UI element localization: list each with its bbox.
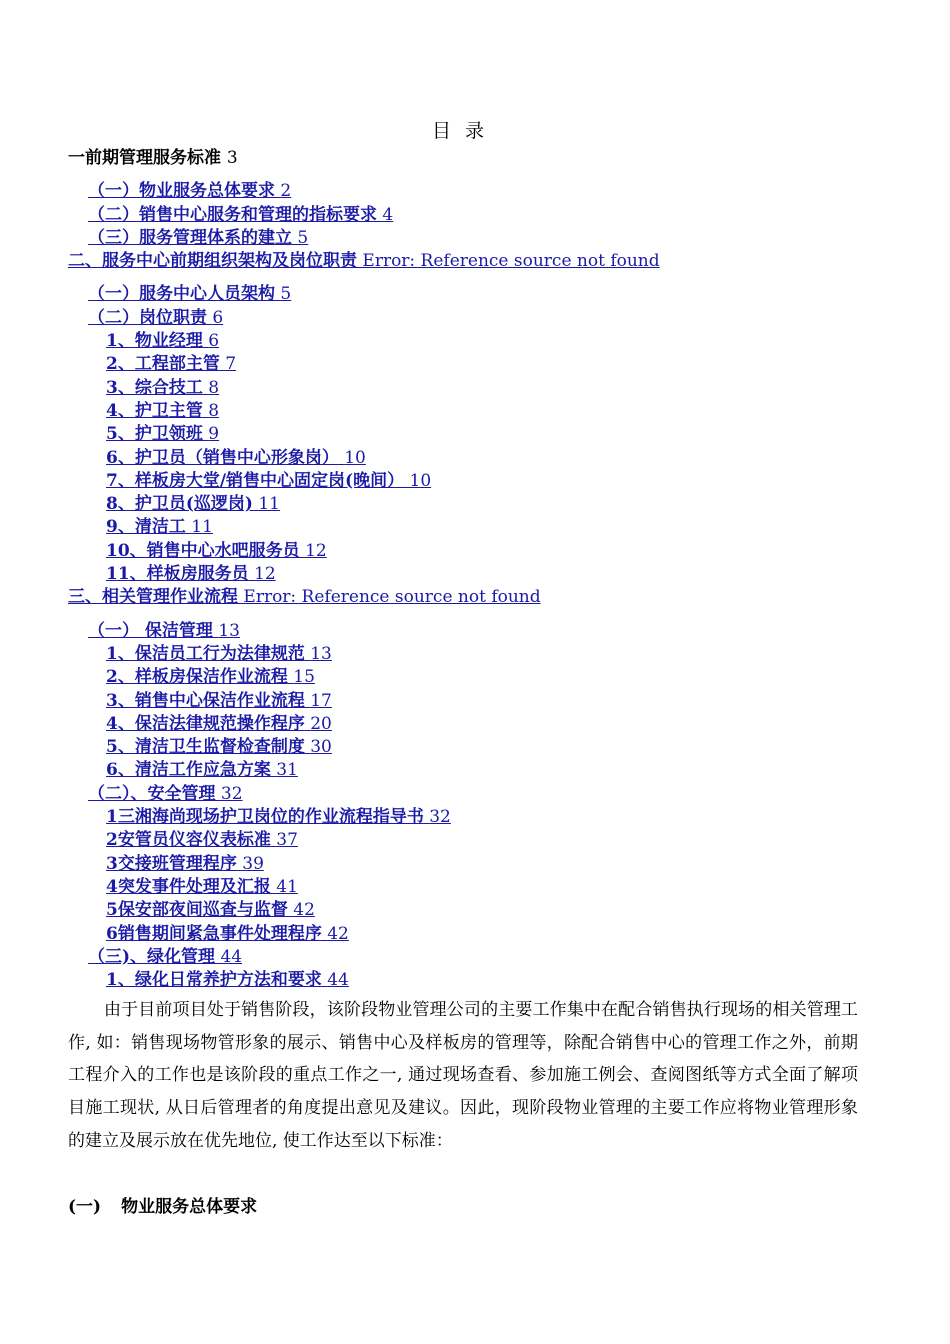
toc-entry-link[interactable] — [106, 354, 236, 374]
toc-entry-text: （一）物业服务总体要求 — [88, 181, 275, 202]
toc-entry-link[interactable] — [106, 900, 315, 920]
toc-entry-text: 1、绿化日常养护方法和要求 — [106, 970, 322, 991]
toc-entry-text: （二）岗位职责 — [88, 307, 207, 328]
toc-entry[interactable] — [68, 666, 928, 689]
toc-entry-page: 32 — [220, 783, 243, 804]
toc-entry[interactable] — [68, 353, 928, 376]
toc-entry-page: 44 — [327, 970, 349, 991]
toc-entry-page: 20 — [310, 713, 332, 734]
toc-entry[interactable] — [68, 829, 928, 852]
toc-entry-text: （二）、安全管理 — [88, 783, 216, 804]
toc-entry-page: 10 — [409, 470, 432, 491]
toc-entry-link[interactable] — [88, 228, 308, 248]
toc-entry[interactable] — [68, 377, 928, 400]
toc-entry-link[interactable] — [106, 494, 280, 514]
toc-entry-text: 6、清洁工作应急方案 — [106, 760, 271, 781]
toc-entry[interactable] — [68, 643, 928, 666]
toc-title: 目录 — [431, 120, 498, 142]
toc-entry-page: 42 — [327, 923, 349, 944]
toc-entry-text: 3、综合技工 — [106, 377, 203, 398]
toc-entry — [68, 147, 928, 170]
toc-entry[interactable] — [68, 806, 928, 829]
toc-entry-text: 11、样板房服务员 — [106, 564, 249, 585]
toc-entry-link[interactable] — [106, 830, 298, 850]
toc-entry-link[interactable] — [106, 448, 366, 468]
toc-entry[interactable] — [68, 470, 928, 493]
toc-entry-link[interactable] — [106, 517, 213, 537]
toc-entry[interactable] — [68, 876, 928, 899]
toc-entry-text: 4突发事件处理及汇报 — [106, 876, 271, 897]
toc-entry-text: 2、样板房保洁作业流程 — [106, 667, 288, 688]
toc-entry-page: 8 — [208, 377, 220, 398]
toc-entry-page: 41 — [276, 876, 298, 897]
toc-entry-text: （三）服务管理体系的建立 — [88, 227, 292, 248]
toc-entry[interactable] — [68, 493, 928, 516]
toc-entry-link[interactable] — [106, 644, 332, 664]
toc-entry[interactable] — [68, 400, 928, 423]
toc-entry-link[interactable] — [88, 621, 240, 641]
toc-entry-link[interactable] — [106, 401, 219, 421]
toc-entry-page: 31 — [276, 760, 298, 781]
toc-entry[interactable] — [68, 283, 928, 306]
toc-entry-link[interactable] — [88, 284, 291, 304]
toc-entry-text: 5、清洁卫生监督检查制度 — [106, 737, 305, 758]
toc-entry-link[interactable] — [106, 691, 332, 711]
toc-entry[interactable] — [68, 447, 928, 470]
toc-entry-page: 15 — [293, 667, 315, 688]
toc-entry-text: 6销售期间紧急事件处理程序 — [106, 923, 322, 944]
toc-entry[interactable] — [68, 946, 928, 969]
toc-entry-text: 8、护卫员(巡逻岗) — [106, 494, 253, 515]
toc-entry-link[interactable] — [106, 667, 315, 687]
toc-entry-page: 8 — [208, 400, 220, 421]
toc-entry-text: 6、护卫员（销售中心形象岗） — [106, 447, 339, 468]
toc-entry-page: 2 — [280, 181, 292, 202]
toc-entry-link[interactable] — [106, 924, 349, 944]
toc-entry-text: 9、清洁工 — [106, 517, 186, 538]
toc-entry-text: 10、销售中心水吧服务员 — [106, 540, 300, 561]
toc-entry-link[interactable] — [106, 331, 219, 351]
toc-entry-text: 4、护卫主管 — [106, 400, 203, 421]
toc-entry-link[interactable] — [68, 587, 541, 607]
toc-entry-link[interactable] — [106, 541, 327, 561]
toc-entry-page: Error: Reference source not found — [362, 251, 660, 272]
toc-entry-link[interactable] — [106, 737, 332, 757]
toc-entry-link[interactable] — [88, 947, 242, 967]
toc-entry-page: 9 — [208, 424, 220, 445]
toc-entry-link[interactable] — [106, 378, 219, 398]
toc-entry-page: 39 — [242, 853, 264, 874]
toc-entry-page: 13 — [218, 620, 240, 641]
toc-entry-page: 7 — [225, 354, 237, 375]
toc-entry-link[interactable] — [106, 714, 332, 734]
toc-entry-page: 12 — [254, 564, 276, 585]
toc-entry-text: （一）服务中心人员架构 — [88, 284, 275, 305]
toc-entry-page: 3 — [226, 148, 238, 168]
toc-entry-text: （一） 保洁管理 — [88, 620, 213, 641]
toc-entry-link[interactable] — [88, 784, 243, 804]
toc-entry[interactable] — [68, 783, 928, 806]
toc-entry-text: 5保安部夜间巡查与监督 — [106, 900, 288, 921]
toc-entry[interactable] — [68, 586, 928, 609]
toc-entry[interactable] — [68, 204, 928, 227]
toc-entry-page: 32 — [429, 807, 451, 828]
toc-entry[interactable] — [68, 969, 928, 992]
toc-entry[interactable] — [68, 690, 928, 713]
toc-entry-text: 2安管员仪容仪表标准 — [106, 830, 271, 851]
toc-entry-page: 10 — [344, 447, 366, 468]
toc-entry[interactable] — [68, 307, 928, 330]
toc-entry-link[interactable] — [88, 205, 393, 225]
table-of-contents — [68, 147, 928, 992]
toc-entry-text: 3交接班管理程序 — [106, 853, 237, 874]
toc-entry[interactable] — [68, 899, 928, 922]
toc-entry-text: 5、护卫领班 — [106, 424, 203, 445]
toc-entry-text: 3、销售中心保洁作业流程 — [106, 690, 305, 711]
toc-entry[interactable] — [68, 540, 928, 563]
toc-entry-page: 11 — [258, 494, 280, 515]
toc-entry-page: 11 — [191, 517, 213, 538]
toc-entry[interactable] — [68, 923, 928, 946]
toc-entry-link[interactable] — [88, 181, 291, 201]
toc-entry-link[interactable] — [68, 251, 660, 271]
toc-entry-text: 一前期管理服务标准 — [68, 148, 221, 168]
toc-entry-text: 1、物业经理 — [106, 331, 203, 352]
toc-entry-text: 1、保洁员工行为法律规范 — [106, 643, 305, 664]
toc-entry-text: 三、相关管理作业流程 — [68, 587, 238, 608]
toc-entry-link[interactable] — [106, 877, 298, 897]
section-heading-label: (一) — [68, 1197, 102, 1217]
toc-entry-text: 1三湘海尚现场护卫岗位的作业流程指导书 — [106, 807, 424, 828]
toc-entry[interactable] — [68, 736, 928, 759]
toc-entry-page: 12 — [305, 540, 327, 561]
toc-entry-page: Error: Reference source not found — [243, 587, 541, 608]
toc-entry-text: 4、保洁法律规范操作程序 — [106, 713, 305, 734]
toc-entry[interactable] — [68, 516, 928, 539]
toc-entry-link[interactable] — [106, 854, 264, 874]
toc-entry-text: 7、样板房大堂/销售中心固定岗(晚间） — [106, 470, 405, 491]
intro-paragraph: 由于目前项目处于销售阶段，该阶段物业管理公司的主要工作集中在配合销售执行现场的相关管理工作, 如：销售现场物管形象的展示、销售中心及样板房的管理等，除配合销售中心的管理工作之外，前期工程介入的工作也是该阶段的重点工作之一, 通过现场查看、参加施工例会、查阅图纸等方式全面了解项目施工现状, 从日后管理者的角度提出意见及建议。因此，现阶段物业管理的主要工作应将物业管理形象的建立及展示放在优先地位, 使工作达至以下标准： — [68, 1000, 858, 1151]
toc-entry-page: 4 — [382, 204, 394, 225]
toc-entry[interactable] — [68, 423, 928, 446]
toc-entry-page: 44 — [220, 946, 243, 967]
toc-entry-link[interactable] — [106, 807, 451, 827]
toc-entry[interactable] — [68, 563, 928, 586]
toc-entry[interactable] — [68, 180, 928, 203]
toc-entry[interactable] — [68, 713, 928, 736]
toc-entry-text: （三)、绿化管理 — [88, 946, 216, 967]
toc-entry-page: 17 — [310, 690, 332, 711]
toc-entry[interactable] — [68, 620, 928, 643]
toc-entry-link[interactable] — [106, 471, 431, 491]
toc-entry-text: 二、服务中心前期组织架构及岗位职责 — [68, 251, 357, 272]
toc-entry-page: 5 — [280, 284, 292, 305]
toc-entry-link[interactable] — [106, 424, 219, 444]
section-heading — [68, 1192, 257, 1217]
toc-entry[interactable] — [68, 330, 928, 353]
toc-entry-heading — [68, 148, 238, 168]
toc-entry-page: 6 — [212, 307, 224, 328]
toc-entry-link[interactable] — [106, 760, 298, 780]
toc-entry[interactable] — [68, 759, 928, 782]
toc-entry[interactable] — [68, 250, 928, 273]
toc-entry[interactable] — [68, 227, 928, 250]
toc-entry-page: 37 — [276, 830, 298, 851]
toc-entry-link[interactable] — [106, 564, 276, 584]
toc-entry-page: 6 — [208, 331, 220, 352]
toc-entry[interactable] — [68, 853, 928, 876]
toc-entry-link[interactable] — [106, 970, 349, 990]
toc-entry-page: 42 — [293, 900, 315, 921]
section-heading-title: 物业服务总体要求 — [121, 1197, 258, 1217]
toc-entry-page: 30 — [310, 737, 332, 758]
toc-entry-page: 5 — [297, 227, 309, 248]
toc-entry-link[interactable] — [88, 308, 223, 328]
toc-entry-page: 13 — [310, 643, 332, 664]
toc-entry-text: （二）销售中心服务和管理的指标要求 — [88, 204, 377, 225]
toc-entry-text: 2、工程部主管 — [106, 354, 220, 375]
